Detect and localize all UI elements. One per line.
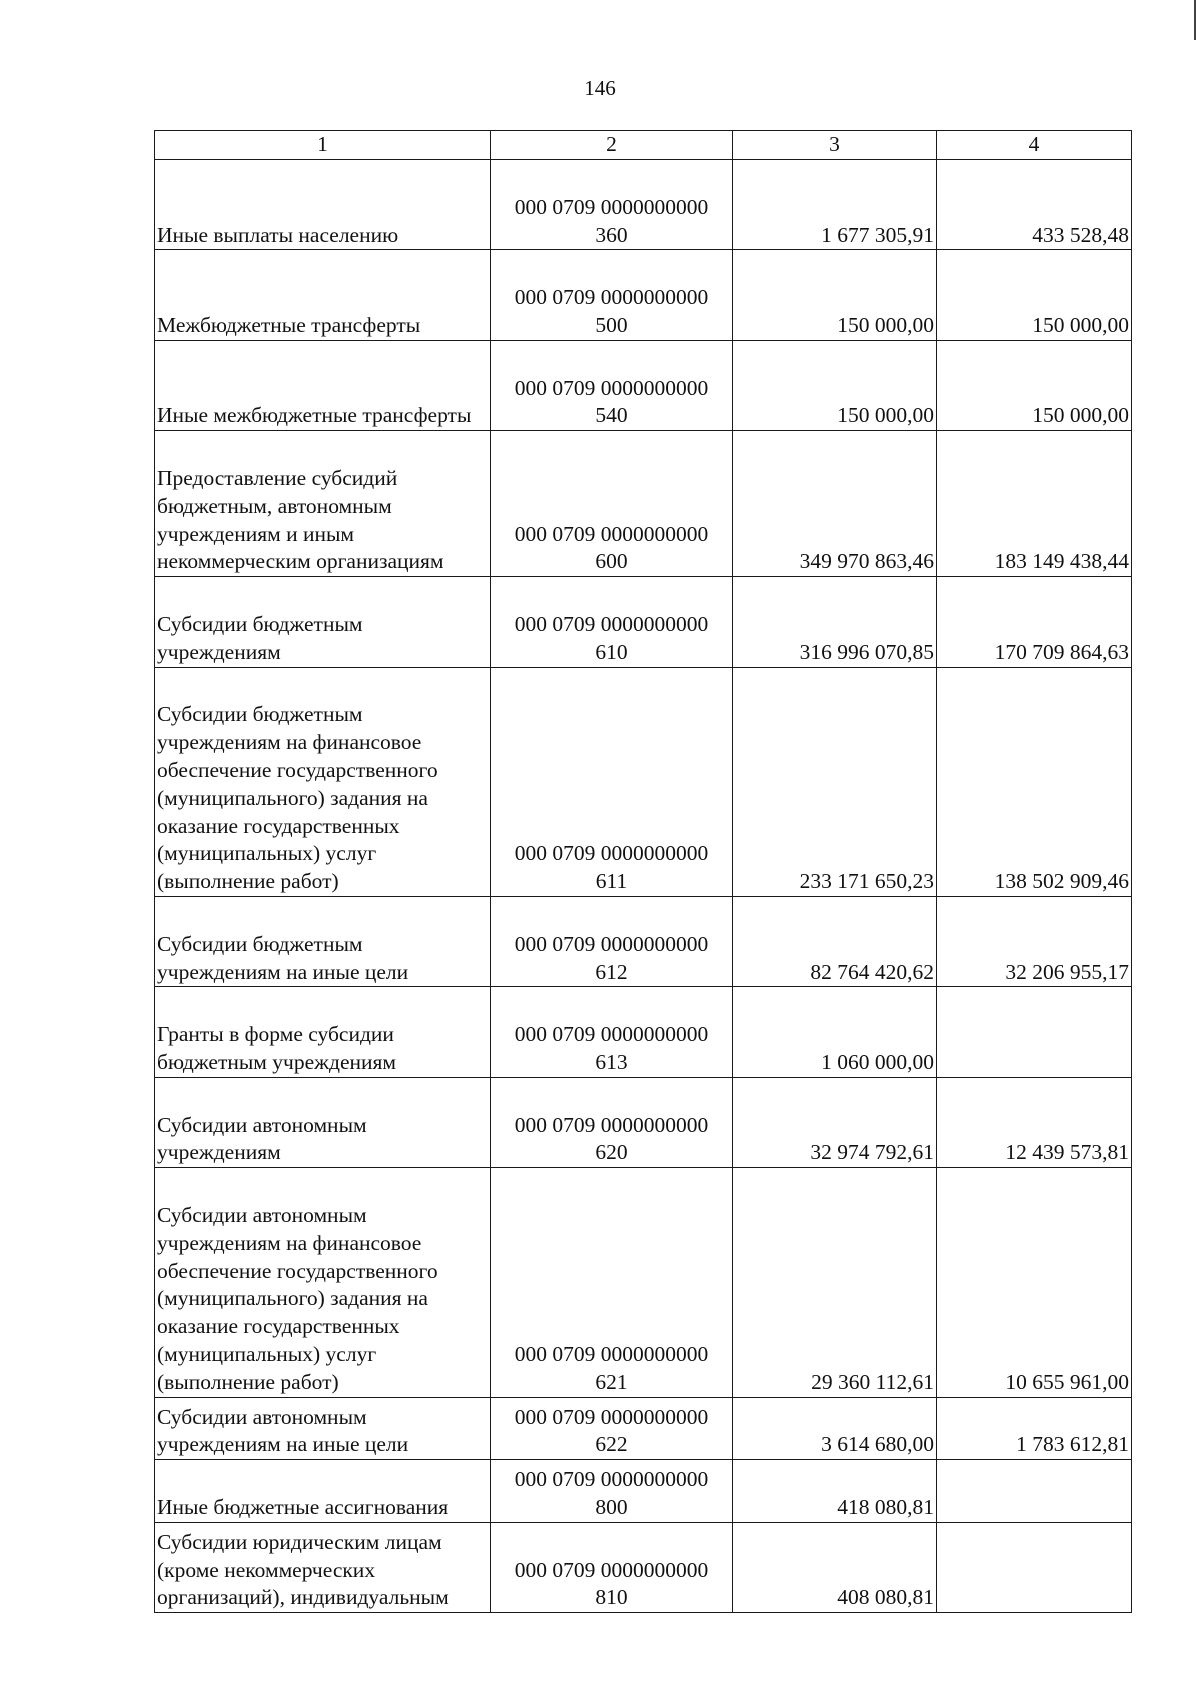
row-value-col3: 150 000,00 bbox=[733, 250, 937, 340]
table-row bbox=[155, 667, 1132, 896]
table-row bbox=[155, 1077, 1132, 1167]
code-main: 000 0709 0000000000 bbox=[514, 1467, 709, 1492]
header-col-4: 4 bbox=[937, 131, 1132, 160]
row-value-col4: 170 709 864,63 bbox=[937, 577, 1132, 667]
code-type: 622 bbox=[595, 1432, 628, 1457]
row-code-cell bbox=[491, 1397, 733, 1460]
code-type: 360 bbox=[595, 222, 628, 247]
table-row bbox=[155, 160, 1132, 250]
table-row bbox=[155, 431, 1132, 577]
row-value-col4: 138 502 909,46 bbox=[937, 667, 1132, 896]
row-name-cell: Субсидии бюджетным учреждениям на иные цели bbox=[155, 896, 491, 986]
row-code-cell bbox=[491, 577, 733, 667]
code-main: 000 0709 0000000000 bbox=[514, 931, 709, 956]
row-value-col3: 233 171 650,23 bbox=[733, 667, 937, 896]
table-body bbox=[155, 160, 1132, 1613]
table-row bbox=[155, 1460, 1132, 1523]
row-value-col3: 349 970 863,46 bbox=[733, 431, 937, 577]
header-col-1: 1 bbox=[155, 131, 491, 160]
row-value-col3: 82 764 420,62 bbox=[733, 896, 937, 986]
row-code-cell bbox=[491, 160, 733, 250]
row-value-col4: 10 655 961,00 bbox=[937, 1168, 1132, 1397]
code-main: 000 0709 0000000000 bbox=[514, 375, 709, 400]
row-value-col4: 150 000,00 bbox=[937, 250, 1132, 340]
table-row bbox=[155, 1397, 1132, 1460]
row-value-col4: 12 439 573,81 bbox=[937, 1077, 1132, 1167]
row-value-col3: 1 060 000,00 bbox=[733, 987, 937, 1077]
header-col-3: 3 bbox=[733, 131, 937, 160]
budget-table bbox=[154, 130, 1132, 1613]
code-type: 613 bbox=[595, 1049, 628, 1074]
row-value-col3: 150 000,00 bbox=[733, 340, 937, 430]
table-row bbox=[155, 340, 1132, 430]
row-code-cell bbox=[491, 1460, 733, 1523]
code-main: 000 0709 0000000000 bbox=[514, 1557, 709, 1582]
row-name-cell: Субсидии автономным учреждениям на финансовое обеспечение государственного (муниципального) задания на оказание государственных (муниципальных) услуг (выполнение работ) bbox=[155, 1168, 491, 1397]
row-name-cell: Иные межбюджетные трансферты bbox=[155, 340, 491, 430]
code-main: 000 0709 0000000000 bbox=[514, 841, 709, 866]
row-name-cell: Иные бюджетные ассигнования bbox=[155, 1460, 491, 1523]
code-type: 810 bbox=[595, 1585, 628, 1610]
row-value-col4: 1 783 612,81 bbox=[937, 1397, 1132, 1460]
row-value-col4: 150 000,00 bbox=[937, 340, 1132, 430]
header-row bbox=[155, 131, 1132, 160]
code-main: 000 0709 0000000000 bbox=[514, 1404, 709, 1429]
row-code-cell bbox=[491, 340, 733, 430]
code-type: 611 bbox=[595, 869, 628, 894]
code-type: 800 bbox=[595, 1494, 628, 1519]
row-name-cell: Межбюджетные трансферты bbox=[155, 250, 491, 340]
table-row bbox=[155, 577, 1132, 667]
row-name-cell: Субсидии автономным учреждениям bbox=[155, 1077, 491, 1167]
code-main: 000 0709 0000000000 bbox=[514, 1341, 709, 1366]
code-main: 000 0709 0000000000 bbox=[514, 285, 709, 310]
row-name-cell: Субсидии автономным учреждениям на иные цели bbox=[155, 1397, 491, 1460]
row-value-col3: 29 360 112,61 bbox=[733, 1168, 937, 1397]
page-edge-mark bbox=[1194, 0, 1196, 40]
header-col-2: 2 bbox=[491, 131, 733, 160]
row-code-cell bbox=[491, 896, 733, 986]
row-code-cell bbox=[491, 987, 733, 1077]
table-row bbox=[155, 987, 1132, 1077]
row-value-col4 bbox=[937, 1460, 1132, 1523]
code-main: 000 0709 0000000000 bbox=[514, 611, 709, 636]
row-code-cell bbox=[491, 250, 733, 340]
row-value-col4: 433 528,48 bbox=[937, 160, 1132, 250]
code-type: 600 bbox=[595, 549, 628, 574]
row-name-cell: Субсидии юридическим лицам (кроме некоммерческих организаций), индивидуальным bbox=[155, 1522, 491, 1612]
row-code-cell bbox=[491, 1077, 733, 1167]
row-name-cell: Субсидии бюджетным учреждениям bbox=[155, 577, 491, 667]
code-type: 610 bbox=[595, 639, 628, 664]
row-value-col3: 3 614 680,00 bbox=[733, 1397, 937, 1460]
row-name-cell: Субсидии бюджетным учреждениям на финансовое обеспечение государственного (муниципального) задания на оказание государственных (муниципальных) услуг (выполнение работ) bbox=[155, 667, 491, 896]
row-value-col3: 32 974 792,61 bbox=[733, 1077, 937, 1167]
table-row bbox=[155, 896, 1132, 986]
row-value-col3: 316 996 070,85 bbox=[733, 577, 937, 667]
row-name-cell: Иные выплаты населению bbox=[155, 160, 491, 250]
code-main: 000 0709 0000000000 bbox=[514, 194, 709, 219]
row-code-cell bbox=[491, 667, 733, 896]
table-row bbox=[155, 250, 1132, 340]
code-type: 621 bbox=[595, 1369, 628, 1394]
code-type: 540 bbox=[595, 403, 628, 428]
code-main: 000 0709 0000000000 bbox=[514, 1022, 709, 1047]
code-main: 000 0709 0000000000 bbox=[514, 1112, 709, 1137]
row-value-col3: 418 080,81 bbox=[733, 1460, 937, 1523]
row-value-col4: 32 206 955,17 bbox=[937, 896, 1132, 986]
row-value-col3: 408 080,81 bbox=[733, 1522, 937, 1612]
code-main: 000 0709 0000000000 bbox=[514, 521, 709, 546]
code-type: 620 bbox=[595, 1140, 628, 1165]
row-value-col3: 1 677 305,91 bbox=[733, 160, 937, 250]
row-name-cell: Гранты в форме субсидии бюджетным учреждениям bbox=[155, 987, 491, 1077]
row-name-cell: Предоставление субсидий бюджетным, автономным учреждениям и иным некоммерческим организациям bbox=[155, 431, 491, 577]
row-code-cell bbox=[491, 1168, 733, 1397]
table-row bbox=[155, 1168, 1132, 1397]
code-type: 500 bbox=[595, 312, 628, 337]
table-row bbox=[155, 1522, 1132, 1612]
row-value-col4 bbox=[937, 987, 1132, 1077]
code-type: 612 bbox=[595, 959, 628, 984]
row-value-col4: 183 149 438,44 bbox=[937, 431, 1132, 577]
row-code-cell bbox=[491, 431, 733, 577]
row-value-col4 bbox=[937, 1522, 1132, 1612]
page-number: 146 bbox=[584, 76, 616, 100]
table-header bbox=[155, 131, 1132, 160]
row-code-cell bbox=[491, 1522, 733, 1612]
